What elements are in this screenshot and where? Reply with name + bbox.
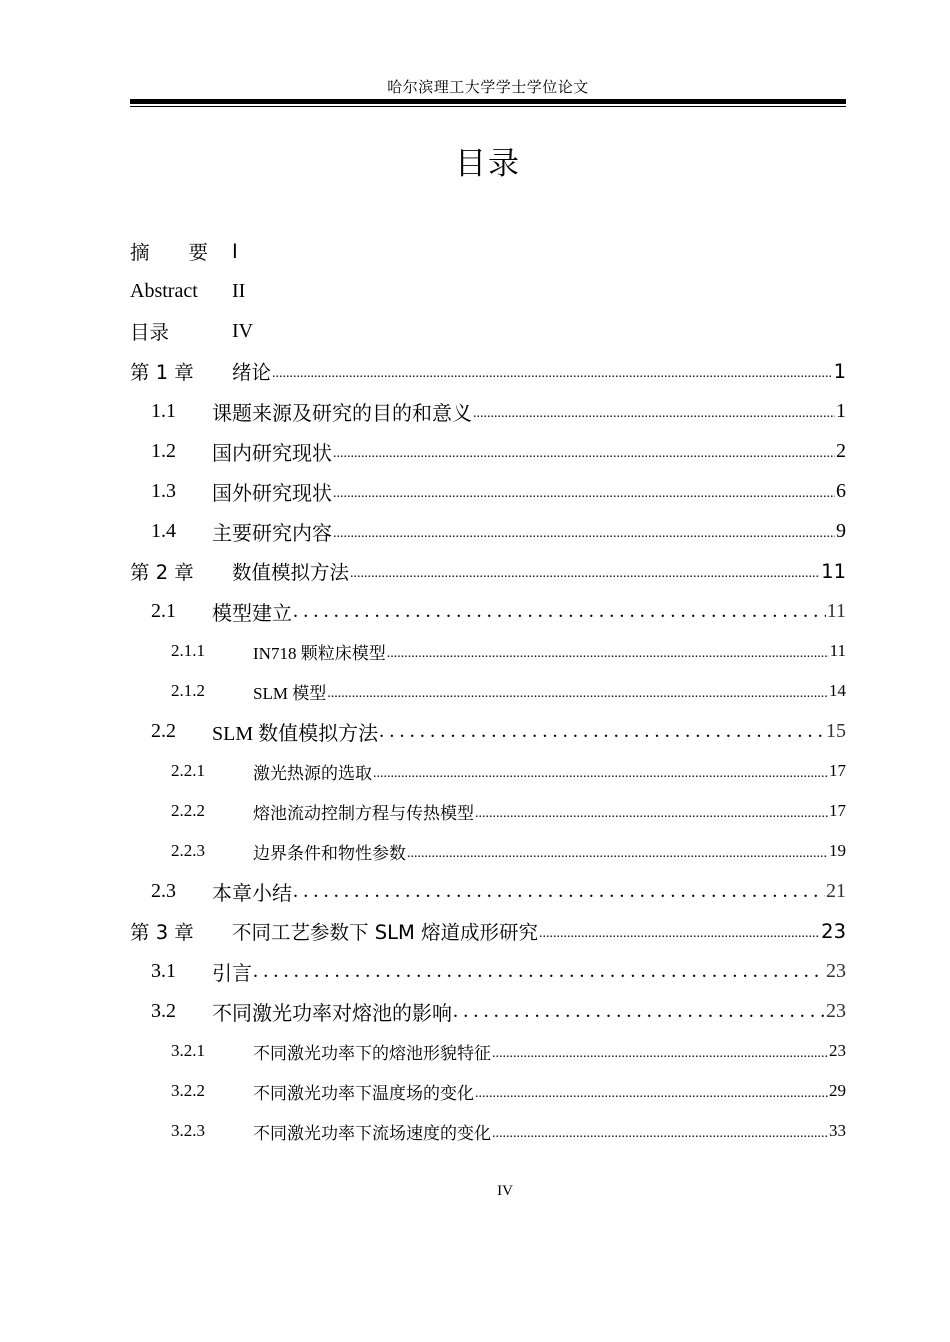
toc-entry-number: 1.4 bbox=[151, 519, 176, 542]
dot-leader bbox=[475, 806, 828, 822]
toc-entry-section[interactable] bbox=[130, 591, 846, 631]
toc-entry-number: 第 3 章 bbox=[130, 921, 194, 944]
toc-entry-number: 2.2 bbox=[151, 719, 176, 742]
toc-entry-page: 9 bbox=[836, 519, 846, 542]
toc-entry-page: 2 bbox=[836, 439, 846, 462]
toc-entry-number: 2.2.2 bbox=[171, 801, 205, 820]
toc-entry-section[interactable] bbox=[130, 711, 846, 751]
toc-entry-abstract-cn[interactable] bbox=[130, 231, 846, 271]
toc-entry-title: 本章小结 bbox=[212, 882, 292, 905]
dot-leader bbox=[407, 846, 828, 862]
dot-leader bbox=[333, 446, 835, 462]
toc-entry-subsection[interactable] bbox=[130, 1071, 846, 1111]
toc-entry-title: 激光热源的选取 bbox=[253, 763, 372, 783]
toc-entry-subsection[interactable] bbox=[130, 751, 846, 791]
dot-leader bbox=[333, 486, 835, 502]
toc-entry-page: 6 bbox=[836, 479, 846, 502]
toc-entry-page: 23 bbox=[829, 1041, 846, 1060]
toc-entry-title: 目录 bbox=[130, 321, 170, 344]
toc-entry-chapter[interactable] bbox=[130, 551, 846, 591]
toc-entry-page: 29 bbox=[829, 1081, 846, 1100]
toc-entry-page: II bbox=[232, 279, 246, 302]
toc-entry-number: 3.2.2 bbox=[171, 1081, 205, 1100]
toc-entry-title: 不同工艺参数下 SLM 熔道成形研究 bbox=[232, 921, 538, 944]
page-title: 目录 bbox=[455, 146, 521, 182]
toc-entry-title: 边界条件和物性参数 bbox=[253, 843, 406, 863]
dot-leader bbox=[473, 406, 835, 422]
page-number: IV bbox=[497, 1183, 513, 1199]
toc-entry-contents[interactable] bbox=[130, 311, 846, 351]
toc-entry-section[interactable] bbox=[130, 391, 846, 431]
running-header: 哈尔滨理工大学学士学位论文 bbox=[387, 80, 589, 96]
toc-entry-number: 1.3 bbox=[151, 479, 176, 502]
toc-entry-subsection[interactable] bbox=[130, 1111, 846, 1151]
toc-entry-page: 11 bbox=[829, 641, 846, 660]
toc-entry-page: 19 bbox=[829, 841, 846, 860]
toc-entry-number: 3.2 bbox=[151, 999, 176, 1022]
toc-entry-number: 3.2.3 bbox=[171, 1121, 205, 1140]
toc-entry-title: 不同激光功率下的熔池形貌特征 bbox=[253, 1043, 491, 1063]
toc-entry-section[interactable] bbox=[130, 991, 846, 1031]
toc-entry-title: 课题来源及研究的目的和意义 bbox=[212, 402, 472, 425]
toc-entry-page: I bbox=[232, 239, 238, 263]
toc-entry-title: 国内研究现状 bbox=[212, 442, 332, 465]
toc-entry-section[interactable] bbox=[130, 951, 846, 991]
toc-entry-title: 熔池流动控制方程与传热模型 bbox=[253, 803, 474, 823]
toc-entry-page: 11 bbox=[826, 599, 846, 622]
toc-entry-title: 绪论 bbox=[232, 361, 272, 384]
toc-entry-number: 2.1.1 bbox=[171, 641, 205, 660]
dot-leader bbox=[387, 646, 829, 662]
dot-leader bbox=[379, 720, 825, 743]
toc-entry-subsection[interactable] bbox=[130, 1031, 846, 1071]
toc-entry-page: 17 bbox=[829, 761, 846, 780]
toc-entry-number: 1.2 bbox=[151, 439, 176, 462]
toc-entry-section[interactable] bbox=[130, 871, 846, 911]
dot-leader bbox=[453, 1000, 825, 1023]
toc-entry-title: Abstract bbox=[130, 279, 198, 302]
toc-entry-number: 1.1 bbox=[151, 399, 176, 422]
dot-leader bbox=[327, 686, 828, 702]
toc-entry-number: 2.2.1 bbox=[171, 761, 205, 780]
toc-entry-subsection[interactable] bbox=[130, 671, 846, 711]
dot-leader bbox=[293, 600, 826, 623]
toc-entry-chapter[interactable] bbox=[130, 351, 846, 391]
toc-entry-page: 23 bbox=[826, 999, 846, 1022]
toc-entry-title: 主要研究内容 bbox=[212, 522, 332, 545]
toc-entry-subsection[interactable] bbox=[130, 631, 846, 671]
header-rule-thick bbox=[130, 99, 846, 104]
dot-leader bbox=[350, 566, 820, 582]
dot-leader bbox=[293, 880, 825, 903]
toc-entry-title: 引言 bbox=[212, 962, 252, 985]
toc-entry-title: SLM 数值模拟方法 bbox=[212, 722, 379, 745]
toc-entry-title: 数值模拟方法 bbox=[232, 561, 350, 584]
toc-entry-title: 模型建立 bbox=[212, 602, 292, 625]
toc-entry-page: 21 bbox=[826, 879, 846, 902]
toc-entry-page: 1 bbox=[836, 399, 846, 422]
dot-leader bbox=[272, 366, 833, 382]
toc-entry-page: 15 bbox=[826, 719, 846, 742]
toc-entry-page: 33 bbox=[829, 1121, 846, 1140]
header-rule-thin bbox=[130, 106, 846, 107]
toc-entry-abstract-en[interactable] bbox=[130, 271, 846, 311]
dot-leader bbox=[492, 1046, 828, 1062]
toc-entry-title: 摘 要 bbox=[130, 241, 209, 264]
dot-leader bbox=[253, 960, 825, 983]
toc-entry-subsection[interactable] bbox=[130, 831, 846, 871]
toc-entry-page: 11 bbox=[821, 559, 846, 583]
dot-leader bbox=[492, 1126, 828, 1142]
toc-entry-page: IV bbox=[232, 319, 254, 342]
dot-leader bbox=[539, 926, 820, 942]
toc-entry-number: 3.2.1 bbox=[171, 1041, 205, 1060]
toc-entry-title: 国外研究现状 bbox=[212, 482, 332, 505]
toc-entry-subsection[interactable] bbox=[130, 791, 846, 831]
toc-entry-page: 17 bbox=[829, 801, 846, 820]
toc-entry-number: 2.2.3 bbox=[171, 841, 205, 860]
toc-entry-section[interactable] bbox=[130, 431, 846, 471]
toc-entry-page: 14 bbox=[829, 681, 846, 700]
toc-entry-chapter[interactable] bbox=[130, 911, 846, 951]
dot-leader bbox=[333, 526, 835, 542]
toc-entry-page: 1 bbox=[833, 359, 846, 383]
toc-entry-section[interactable] bbox=[130, 511, 846, 551]
toc-entry-number: 第 2 章 bbox=[130, 561, 194, 584]
toc-entry-number: 2.3 bbox=[151, 879, 176, 902]
dot-leader bbox=[373, 766, 828, 782]
toc-entry-number: 3.1 bbox=[151, 959, 176, 982]
dot-leader bbox=[475, 1086, 828, 1102]
toc-entry-title: 不同激光功率对熔池的影响 bbox=[212, 1002, 452, 1025]
toc-entry-page: 23 bbox=[821, 919, 846, 943]
toc-entry-number: 2.1.2 bbox=[171, 681, 205, 700]
toc-entry-title: 不同激光功率下温度场的变化 bbox=[253, 1083, 474, 1103]
toc-entry-section[interactable] bbox=[130, 471, 846, 511]
toc-entry-title: SLM 模型 bbox=[253, 683, 327, 703]
toc-entry-page: 23 bbox=[826, 959, 846, 982]
table-of-contents bbox=[130, 231, 846, 1151]
toc-entry-number: 2.1 bbox=[151, 599, 176, 622]
toc-entry-title: IN718 颗粒床模型 bbox=[253, 643, 386, 663]
toc-entry-number: 第 1 章 bbox=[130, 361, 194, 384]
toc-entry-title: 不同激光功率下流场速度的变化 bbox=[253, 1123, 491, 1143]
